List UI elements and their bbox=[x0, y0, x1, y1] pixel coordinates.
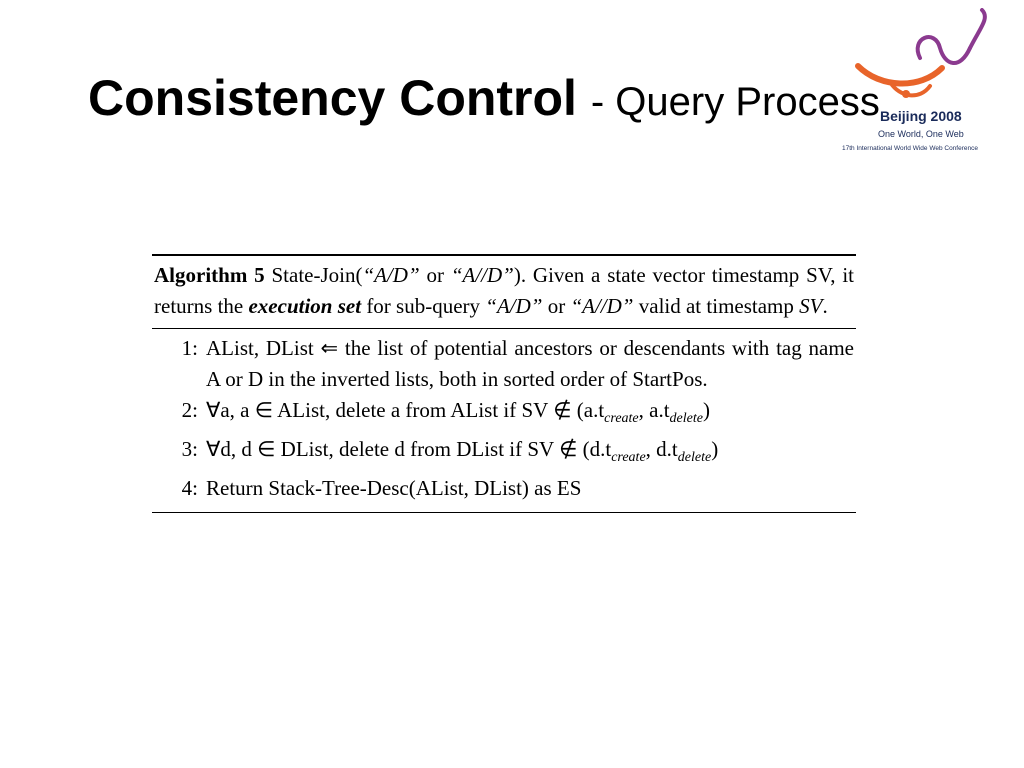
subscript-create: create bbox=[611, 450, 646, 466]
conference-logo bbox=[832, 8, 1020, 158]
step-text-mid: , a.t bbox=[638, 398, 670, 422]
logo-line-3: 17th International World Wide Web Conference bbox=[842, 145, 978, 152]
step-number: 3: bbox=[181, 437, 198, 462]
step-number: 1: bbox=[181, 336, 198, 360]
algorithm-box bbox=[152, 254, 856, 513]
step-text-main: ∀a, a ∈ AList, delete a from AList if SV ∉ (a.t bbox=[206, 398, 605, 422]
algorithm-step bbox=[154, 434, 854, 473]
algorithm-name: State-Join( bbox=[271, 263, 363, 287]
subscript-delete: delete bbox=[669, 411, 703, 427]
header-desc: ). Given a state vector timestamp SV, it returns the bbox=[154, 263, 855, 318]
query-add-2: “A//D” bbox=[570, 294, 634, 318]
algorithm-step bbox=[154, 395, 854, 434]
algorithm-header bbox=[152, 256, 856, 329]
subscript-create: create bbox=[604, 411, 639, 427]
title-sub: - Query Process bbox=[590, 80, 880, 124]
step-number: 4: bbox=[181, 476, 198, 501]
title-main: Consistency Control bbox=[88, 70, 577, 126]
algorithm-steps bbox=[152, 329, 856, 512]
slide-title bbox=[88, 66, 880, 134]
algorithm-step bbox=[154, 473, 854, 504]
algorithm-label: Algorithm 5 bbox=[154, 263, 265, 287]
step-number: 2: bbox=[181, 398, 198, 422]
step-text bbox=[206, 434, 854, 473]
step-text-end: ) bbox=[702, 398, 710, 422]
step-text-mid: , d.t bbox=[645, 437, 678, 462]
step-text: AList, DList ⇐ the list of potential ancestors or descendants with tag name A or D in the inverted lists, both in sorted order of StartPos. bbox=[206, 336, 854, 391]
query-add: “A//D” bbox=[450, 263, 514, 287]
header-period: . bbox=[822, 294, 828, 318]
beijing-2008-emblem-icon bbox=[850, 8, 1000, 108]
header-tail: valid at timestamp bbox=[633, 294, 800, 318]
logo-line-2: One World, One Web bbox=[878, 129, 964, 139]
step-text bbox=[206, 395, 854, 434]
execution-set-term: execution set bbox=[248, 294, 362, 318]
query-ad: “A/D” bbox=[362, 263, 420, 287]
header-or: or bbox=[419, 263, 451, 287]
header-or-2: or bbox=[542, 294, 571, 318]
algorithm-step bbox=[154, 333, 854, 395]
header-mid: for sub-query bbox=[361, 294, 486, 318]
step-text-end: ) bbox=[711, 437, 719, 462]
step-text-main: ∀d, d ∈ DList, delete d from DList if SV ∉ (d.t bbox=[206, 437, 612, 462]
logo-line-1: Beijing 2008 bbox=[880, 108, 962, 124]
subscript-delete: delete bbox=[677, 450, 712, 466]
header-sv: SV bbox=[799, 294, 823, 318]
query-ad-2: “A/D” bbox=[485, 294, 543, 318]
step-text: Return Stack-Tree-Desc(AList, DList) as ES bbox=[206, 476, 582, 501]
